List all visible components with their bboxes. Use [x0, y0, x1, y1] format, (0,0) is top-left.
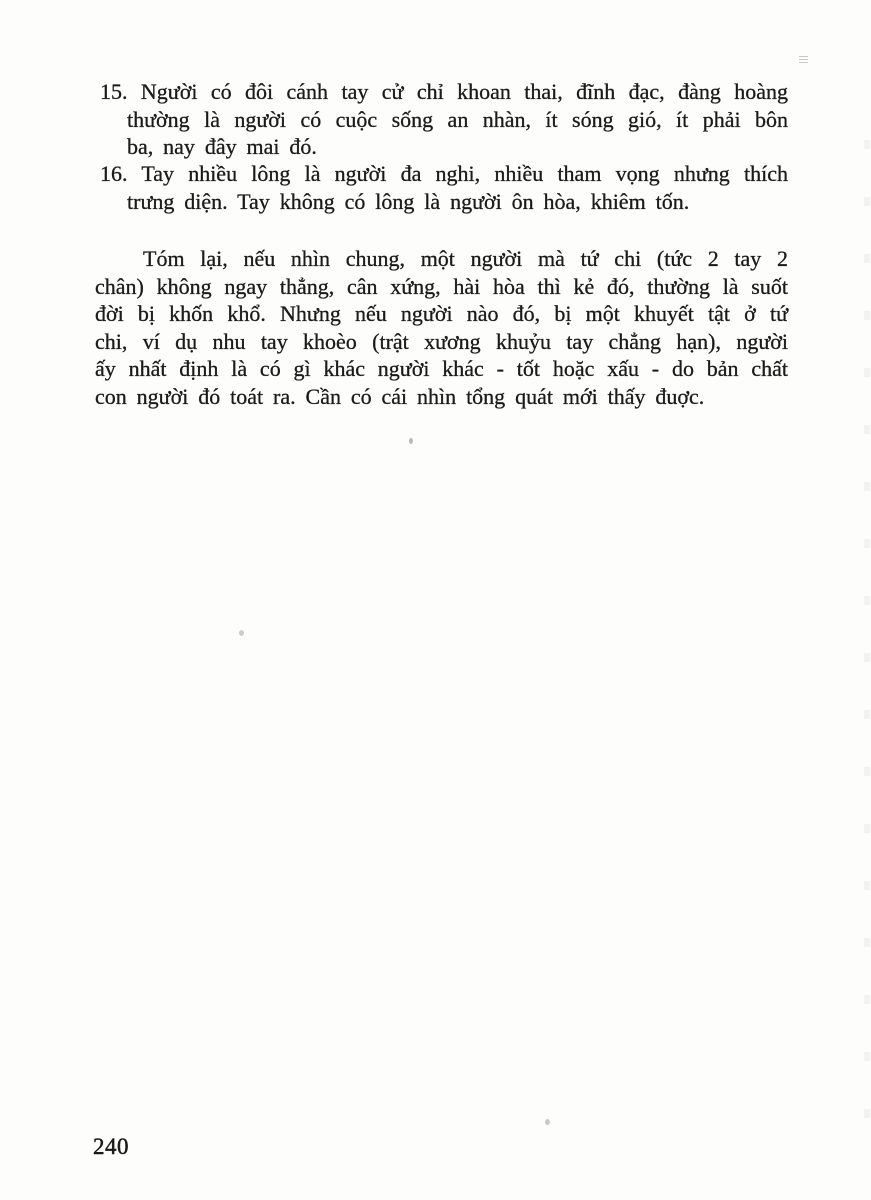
closing-line-4: chi, ví dụ nhu tay khoèo (trật xương khuỷu tay chẳng hạn), người — [95, 328, 788, 354]
scan-speck-artifact — [545, 1119, 550, 1125]
item-15-number: 15. — [100, 79, 128, 104]
scan-edge-noise — [864, 140, 870, 1120]
page-number: 240 — [93, 1134, 129, 1159]
closing-line-6: con người đó toát ra. Cần có cái nhìn tổng quát mới thấy đuợc. — [95, 383, 705, 409]
closing-paragraph — [95, 245, 788, 410]
item-16-number: 16. — [100, 161, 128, 186]
item-16-line-2: trưng diện. Tay không có lông là người ôn hòa, khiêm tốn. — [127, 188, 690, 214]
text-line — [100, 160, 788, 188]
closing-line-3: đời bị khốn khổ. Nhưng nếu người nào đó, bị một khuyết tật ở tứ — [95, 301, 788, 326]
list-item-15 — [100, 78, 788, 161]
list-item-16 — [100, 160, 788, 215]
closing-line-2: chân) không ngay thẳng, cân xứng, hài hòa thì kẻ đó, thường là suốt — [95, 273, 788, 299]
scan-speck-artifact — [239, 630, 244, 636]
item-15-line-2: thường là người có cuộc sống an nhàn, ít sóng gió, ít phải bôn — [127, 106, 788, 132]
scan-speck-artifact — [409, 438, 413, 444]
text-line — [100, 78, 788, 106]
scan-speck-artifact — [799, 56, 808, 65]
closing-line-5: ấy nhất định là có gì khác người khác - tốt hoặc xấu - do bản chất — [95, 356, 788, 381]
item-15-line-1: Người có đôi cánh tay cử chỉ khoan thai, đĩnh đạc, đàng hoàng — [140, 79, 788, 104]
closing-line-1: Tóm lại, nếu nhìn chung, một người mà tứ chi (tức 2 tay 2 — [143, 246, 788, 271]
item-15-line-3: ba, nay đây mai đó. — [127, 134, 317, 159]
item-16-line-1: Tay nhiều lông là người đa nghi, nhiều tham vọng nhưng thích — [141, 161, 788, 186]
